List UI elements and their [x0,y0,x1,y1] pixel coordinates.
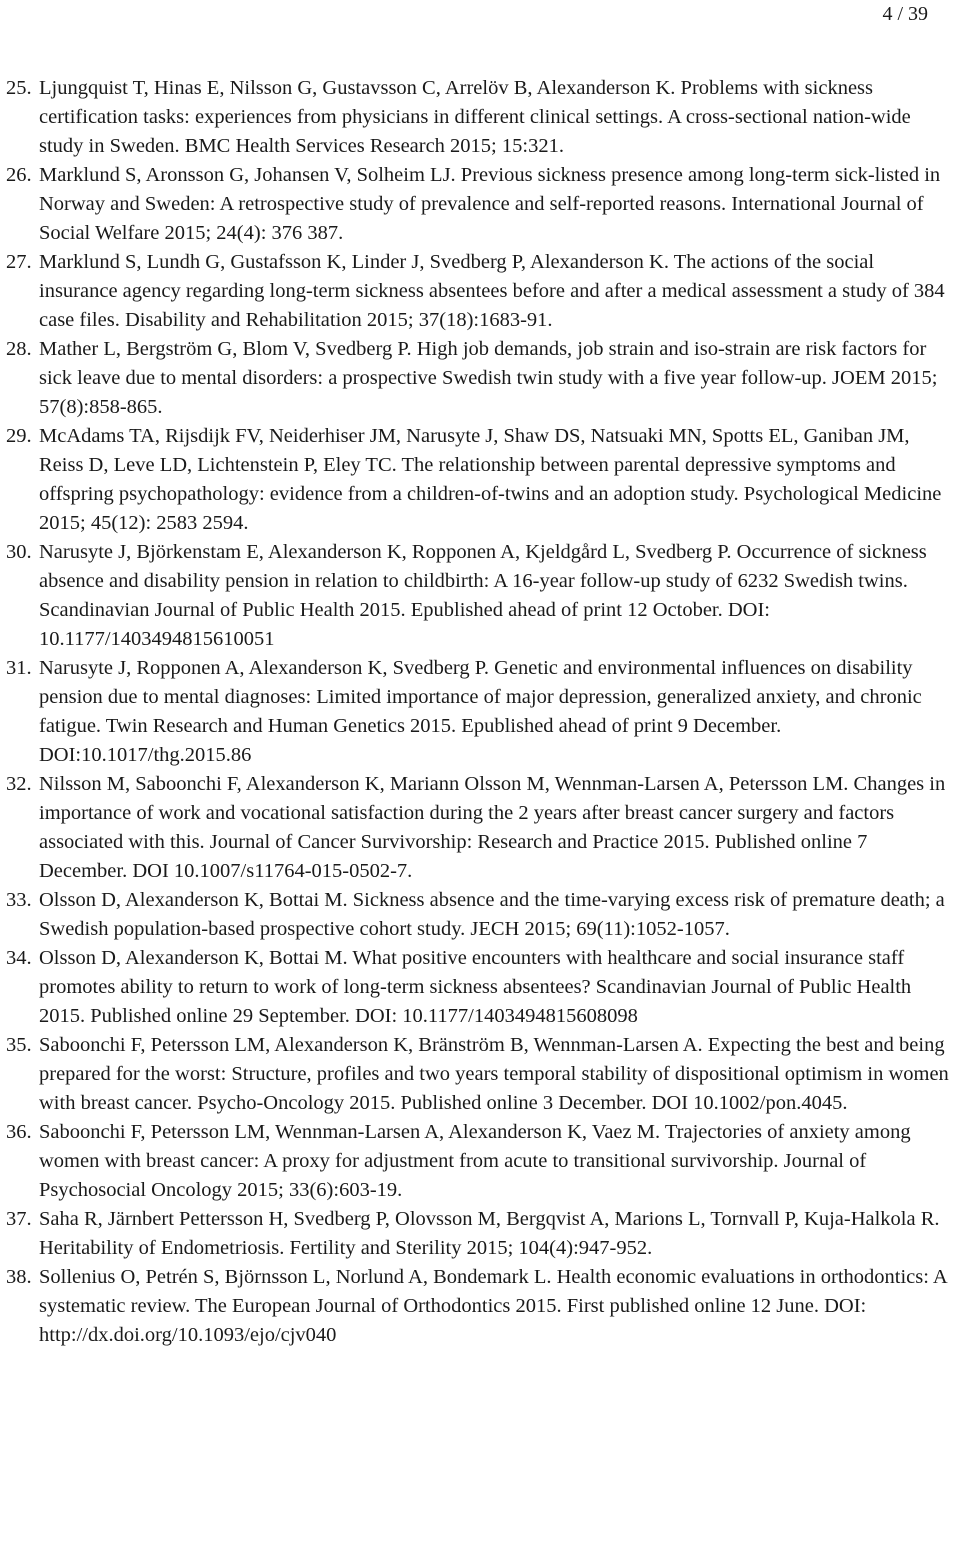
reference-text: Sollenius O, Petrén S, Björnsson L, Norlund A, Bondemark L. Health economic evaluations in orthodontics: A systematic review. The European Journal of Orthodontics 2015. First published online 12 June. DOI: http://dx.doi.org/10.1093/ejo/cjv040 [39,1266,947,1346]
reference-number: 36. [6,1121,32,1143]
reference-item [6,161,950,248]
reference-item [6,422,950,538]
reference-text: Saha R, Järnbert Pettersson H, Svedberg P, Olovsson M, Bergqvist A, Marions L, Tornvall P, Kuja-Halkola R. Heritability of Endometriosis. Fertility and Sterility 2015; 104(4):947-952. [39,1208,940,1259]
reference-item [6,74,950,161]
reference-item [6,886,950,944]
reference-number: 33. [6,889,32,911]
reference-number: 29. [6,425,32,447]
reference-text: Narusyte J, Ropponen A, Alexanderson K, Svedberg P. Genetic and environmental influences on disability pension due to mental diagnoses: Limited importance of major depression, generalized anxiety, and chronic fatigue. Twin Research and Human Genetics 2015. Epublished ahead of print 9 December. DOI:10.1017/thg.2015.86 [39,657,922,766]
reference-text: Olsson D, Alexanderson K, Bottai M. What positive encounters with healthcare and social insurance staff promotes ability to return to work of long-term sickness absentees? Scandinavian Journal of Public Health 2015. Published online 29 September. DOI: 10.1177/1403494815608098 [39,947,912,1027]
reference-text: Narusyte J, Björkenstam E, Alexanderson K, Ropponen A, Kjeldgård L, Svedberg P. Occurrence of sickness absence and disability pension in relation to childbirth: A 16-year follow-up study of 6232 Swedish twins. Scandinavian Journal of Public Health 2015. Epublished ahead of print 12 October. DOI: 10.1177/1403494815610051 [39,541,927,650]
reference-number: 31. [6,657,32,679]
reference-number: 26. [6,164,32,186]
reference-item [6,335,950,422]
reference-item [6,1118,950,1205]
reference-item [6,770,950,886]
reference-item [6,538,950,654]
reference-text: Saboonchi F, Petersson LM, Alexanderson K, Bränström B, Wennman-Larsen A. Expecting the best and being prepared for the worst: Structure, profiles and two years temporal stability of dispositional optimism in women with breast cancer. Psycho-Oncology 2015. Published online 3 December. DOI 10.1002/pon.4045. [39,1034,949,1114]
reference-number: 30. [6,541,32,563]
reference-text: Ljungquist T, Hinas E, Nilsson G, Gustavsson C, Arrelöv B, Alexanderson K. Problems with sickness certification tasks: experiences from physicians in different clinical settings. A cross-sectional nation-wide study in Sweden. BMC Health Services Research 2015; 15:321. [39,77,911,157]
reference-number: 38. [6,1266,32,1288]
reference-text: Marklund S, Lundh G, Gustafsson K, Linder J, Svedberg P, Alexanderson K. The actions of the social insurance agency regarding long-term sickness absentees before and after a medical assessment a study of 384 case files. Disability and Rehabilitation 2015; 37(18):1683-91. [39,251,945,331]
reference-item [6,944,950,1031]
page-number: 4 / 39 [882,3,928,25]
reference-text: Mather L, Bergström G, Blom V, Svedberg P. High job demands, job strain and iso-strain are risk factors for sick leave due to mental disorders: a prospective Swedish twin study with a five year follow-up. JOEM 2015; 57(8):858-865. [39,338,938,418]
reference-list [6,74,950,1350]
reference-item [6,654,950,770]
reference-number: 32. [6,773,32,795]
reference-number: 28. [6,338,32,360]
reference-item [6,1031,950,1118]
reference-number: 27. [6,251,32,273]
reference-number: 35. [6,1034,32,1056]
reference-number: 37. [6,1208,32,1230]
reference-text: McAdams TA, Rijsdijk FV, Neiderhiser JM, Narusyte J, Shaw DS, Natsuaki MN, Spotts EL, Ganiban JM, Reiss D, Leve LD, Lichtenstein P, Eley TC. The relationship between parental depressive symptoms and offspring psychopathology: evidence from a children-of-twins and an adoption study. Psychological Medicine 2015; 45(12): 2583 2594. [39,425,942,534]
reference-number: 25. [6,77,32,99]
reference-number: 34. [6,947,32,969]
reference-item [6,1263,950,1350]
reference-item [6,1205,950,1263]
reference-text: Nilsson M, Saboonchi F, Alexanderson K, Mariann Olsson M, Wennman-Larsen A, Petersson LM. Changes in importance of work and vocational satisfaction during the 2 years after breast cancer surgery and factors associated with this. Journal of Cancer Survivorship: Research and Practice 2015. Published online 7 December. DOI 10.1007/s11764-015-0502-7. [39,773,946,882]
reference-text: Olsson D, Alexanderson K, Bottai M. Sickness absence and the time-varying excess risk of premature death; a Swedish population-based prospective cohort study. JECH 2015; 69(11):1052-1057. [39,889,945,940]
reference-text: Saboonchi F, Petersson LM, Wennman-Larsen A, Alexanderson K, Vaez M. Trajectories of anxiety among women with breast cancer: A proxy for adjustment from acute to transitional survivorship. Journal of Psychosocial Oncology 2015; 33(6):603-19. [39,1121,911,1201]
reference-text: Marklund S, Aronsson G, Johansen V, Solheim LJ. Previous sickness presence among long-term sick-listed in Norway and Sweden: A retrospective study of prevalence and self-reported reasons. International Journal of Social Welfare 2015; 24(4): 376 387. [39,164,941,244]
reference-item [6,248,950,335]
